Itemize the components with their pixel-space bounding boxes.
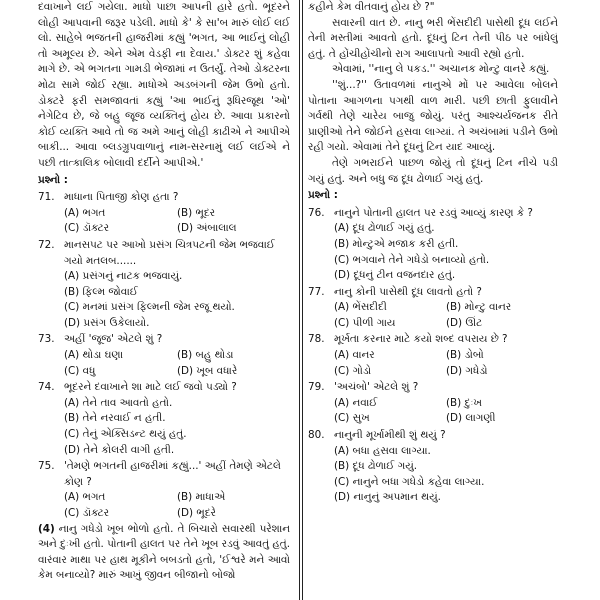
question-stem xyxy=(308,332,558,348)
answer-option[interactable]: (D) ગધેડો xyxy=(446,364,488,377)
question-stem xyxy=(38,459,290,490)
answer-option[interactable]: (C) વધુ xyxy=(64,364,96,377)
answer-option[interactable]: (D) અંબાલાલ xyxy=(177,222,237,235)
passage-4-number: (4) xyxy=(38,522,55,535)
question-75 xyxy=(38,459,290,521)
answer-options xyxy=(64,348,290,379)
answer-option[interactable]: (B) મોન્ટુએ મજાક કરી હતી. xyxy=(334,237,459,250)
answer-option[interactable]: (D) ઊંટ xyxy=(446,316,483,329)
question-text: 'અચંબો' એટલે શું ? xyxy=(334,381,419,394)
answer-option[interactable]: (B) ફિલ્મ જોવાઈ xyxy=(64,285,138,298)
answer-option[interactable]: (A) નવાઈ xyxy=(334,396,378,409)
answer-option[interactable]: (C) પીળી ગાય xyxy=(334,316,396,329)
answer-option[interactable]: (A) ભેંસદીદી xyxy=(334,301,387,314)
answer-option[interactable]: (A) વાનર xyxy=(334,349,375,362)
question-text: માધાના પિતાજી કોણ હતા ? xyxy=(64,191,179,204)
question-number: 75. xyxy=(38,460,55,473)
answer-option[interactable]: (A) ભગત xyxy=(64,206,106,219)
question-text: 'તેમણે ભગતની હાજરીમાં કહ્યું...' અહીં તેમણે એટલે કોણ ? xyxy=(64,460,281,488)
answer-options xyxy=(64,269,290,331)
answer-option[interactable]: (A) પ્રસંગનું નાટક ભજવાયું. xyxy=(64,270,183,283)
passage-4-text: નાનુ ગધેડો ખૂબ ભોળો હતો. તે બિચારો સવારથી પરેશાન અને દુઃખી હતો. પોતાની હાલત પર તેને ખૂબ રડવું આવતું હતું. વારંવાર માથા પર હાથ મૂકીને બબડતો હતો, 'ઈશ્વરે મને આવો કેમ બનાવ્યો? મારું આખું જીવન બીજાનો બોજો xyxy=(38,522,290,582)
question-stem xyxy=(38,238,290,269)
answer-option[interactable]: (D) નાનુનું અપમાન થયું. xyxy=(334,491,441,504)
question-text: ભૂદરને દવાખાને શા માટે લઈ જવો પડ્યો ? xyxy=(64,381,237,394)
question-number: 72. xyxy=(38,238,55,251)
question-stem xyxy=(38,332,290,348)
answer-option[interactable]: (B) ભૂદર xyxy=(177,206,216,219)
question-77 xyxy=(308,285,558,332)
answer-option[interactable]: (B) દુઃખ xyxy=(446,396,482,409)
column-divider-inner xyxy=(302,0,303,600)
question-stem xyxy=(38,190,290,206)
answer-options xyxy=(334,396,558,427)
question-79 xyxy=(308,380,558,427)
questions-heading: પ્રશ્નો : xyxy=(308,189,338,202)
answer-option[interactable]: (C) ભગવાને તેને ગધેડો બનાવ્યો હતો. xyxy=(334,253,490,266)
question-stem xyxy=(308,428,558,444)
question-72 xyxy=(38,238,290,332)
answer-option[interactable]: (B) માધાએ xyxy=(177,491,226,504)
question-73 xyxy=(38,332,290,379)
question-number: 74. xyxy=(38,381,55,394)
answer-options xyxy=(64,206,290,237)
answer-option[interactable]: (A) થોડા ઘણા xyxy=(64,349,124,362)
passage-4-paragraph-2: એવામાં, ''નાનુ લે પકડ.'' અચાનક મોન્ટુ વાનરે કહ્યું. xyxy=(332,63,550,76)
answer-option[interactable]: (B) મોન્ટુ વાનર xyxy=(446,301,512,314)
questions-heading: પ્રશ્નો : xyxy=(38,173,68,186)
answer-options xyxy=(334,444,558,506)
question-stem xyxy=(308,206,558,222)
answer-option[interactable]: (A) બધા હસવા લાગ્યા. xyxy=(334,444,431,457)
answer-option[interactable]: (D) ભૂદરે xyxy=(177,507,216,519)
question-stem xyxy=(308,285,558,301)
answer-option[interactable]: (C) ગોડો xyxy=(334,364,372,377)
question-stem xyxy=(38,380,290,396)
question-number: 80. xyxy=(308,429,325,442)
question-number: 71. xyxy=(38,191,55,204)
question-78 xyxy=(308,332,558,379)
question-text: મૂર્ખતા કરનાર માટે કયો શબ્દ વપરાય છે ? xyxy=(334,333,508,346)
question-76 xyxy=(308,206,558,284)
right-column xyxy=(308,0,558,600)
question-text: નાનુની મૂર્ખામીથી શું થયું ? xyxy=(334,429,446,442)
question-number: 73. xyxy=(38,333,55,346)
answer-option[interactable]: (B) તેને નરવાઈ ન હતી. xyxy=(64,412,166,425)
question-text: અહીં 'જૂજ' એટલે શું ? xyxy=(64,333,163,346)
answer-option[interactable]: (B) બહુ થોડા xyxy=(177,349,234,362)
left-column xyxy=(38,0,290,600)
answer-option[interactable]: (D) તેને કોલરી વાગી હતી. xyxy=(64,443,175,456)
passage-4-paragraph-1: સવારની વાત છે. નાનુ ભરી ભેંસદીદી પાસેથી દૂધ લઈને તેની મસ્તીમાં આવતો હતો. દૂધનું ટિન તેની પીઠ પર બાંધેલું હતું. તે હોંચીહોંચીનો રાગ આલાપતો આવી રહ્યો હતો. xyxy=(308,16,558,60)
passage-4 xyxy=(38,522,290,584)
question-text: માનસપટ પર આખો પ્રસંગ ચિત્રપટની જેમ ભજવાઈ ગયો મતલબ...... xyxy=(64,238,275,267)
passage-4-continued: કહીને કેમ વીતવાનું હોય છે ?" xyxy=(308,1,435,13)
answer-options xyxy=(334,348,558,379)
question-text: નાનુને પોતાની હાલત પર રડવું આવ્યું કારણ કે ? xyxy=(334,206,533,219)
answer-option[interactable]: (D) લાગણી xyxy=(446,412,496,425)
question-text: નાનુ કોની પાસેથી દૂધ લાવતો હતો ? xyxy=(334,285,482,298)
column-divider xyxy=(299,0,300,600)
answer-option[interactable]: (C) મનમાં પ્રસંગ ફિલ્મની જેમ રજૂ થયો. xyxy=(64,301,235,314)
answer-option[interactable]: (D) પ્રસંગ ઉકેલાયો. xyxy=(64,316,150,329)
answer-option[interactable]: (D) દૂધનું ટીન વજનદાર હતું. xyxy=(334,269,456,282)
question-number: 79. xyxy=(308,381,325,394)
answer-option[interactable]: (A) દૂધ ઢોળાઈ ગયું હતું. xyxy=(334,222,435,235)
answer-option[interactable]: (C) સુખ xyxy=(334,412,370,425)
question-number: 76. xyxy=(308,206,325,219)
answer-options xyxy=(334,221,558,283)
question-80 xyxy=(308,428,558,506)
answer-options xyxy=(64,490,290,521)
question-74 xyxy=(38,380,290,458)
passage-3-text: દવાખાને લઈ ગયેલા. માધો પાછા આપની હારે હતો. ભૂદરને લોહી આપવાની જરૂર પડેલી. માધો કે' કે સા'બ મારું લોઈ લઈ લો. સાહેબે ભજતની હાજરીમાં કહ્યું 'ભગત, આ ભાઈનું લોહી તો અમૂલ્ય છે. એને એમ વેડફી ના દેવાય.' ડોક્ટર શું કહેવા માગે છે. એ ભગતના ગામડી ભેજામાં ન ઉતર્યું. તેઓ ડોક્ટરના મોઢા સામે જોઈ રહ્યા. માધોએ અડબંગની જેમ ઉભો હતો. ડોક્ટરે ફરી સમજાવતાં કહ્યું 'આ ભાઈનું રૂધિરજૂથ 'ઓ' નેગેટિવ છે, જે બહુ જૂજ વ્યક્તિનું હોય છે. આવા પ્રકારનો કોઈ વ્યક્તિ આવે તો જ અમે આનું લોહી કાઢીએ ને આપીએ બાકી... આવા બ્લડગ્રુપવાળાનું નામ-સરનામું લઈ લઈએ ને પછી તાત્કાલિક બોલાવી દર્દીને આપીએ.' xyxy=(38,1,290,169)
answer-option[interactable]: (C) નાનુને બધા ગધેડો કહેવા લાગ્યા. xyxy=(334,475,485,488)
question-stem xyxy=(308,380,558,396)
passage-4-paragraph-4: તેણે ગભરાઈને પાછળ જોયું તો દૂધનું ટિન નીચે પડી ગયું હતું. અને બધુ જ દૂધ ઢોળાઈ ગયું હતું. xyxy=(308,156,558,185)
question-number: 77. xyxy=(308,285,325,298)
answer-option[interactable]: (C) ડૉક્ટર xyxy=(64,507,110,519)
answer-option[interactable]: (C) ડૉક્ટર xyxy=(64,222,110,235)
answer-option[interactable]: (A) તેને તાવ આવતો હતો. xyxy=(64,396,173,409)
left-question-list xyxy=(38,190,290,521)
question-71 xyxy=(38,190,290,237)
answer-options xyxy=(64,396,290,458)
answer-option[interactable]: (B) ડોબો xyxy=(446,349,484,362)
passage-4-paragraph-3: ''શું...?'' ઉતાવળમાં નાનુએ મોં પર આવેલા બોલને પોતાના આગળના પગથી વાળ મારી. પછી છાતી ફુલાવીને ગર્વથી તેણે ચારેય બાજુ જોયું. પરંતુ આશ્ચર્યજનક રીતે પ્રાણીઓ તેને જોઈને હસવા લાગ્યાં. તે અચંબામાં પડીને ઉભો રહી ગયો. એવામાં તેને દૂધનું ટિન યાદ આવ્યું. xyxy=(308,78,558,154)
answer-option[interactable]: (A) ભગત xyxy=(64,491,106,504)
answer-option[interactable]: (B) દૂધ ઢોળાઈ ગયું. xyxy=(334,460,418,473)
right-question-list xyxy=(308,206,558,506)
question-number: 78. xyxy=(308,333,325,346)
answer-option[interactable]: (D) ખૂબ વધારે xyxy=(177,364,238,377)
answer-option[interactable]: (C) તેનું એક્સિડન્ટ થયું હતું. xyxy=(64,428,187,441)
answer-options xyxy=(334,300,558,331)
